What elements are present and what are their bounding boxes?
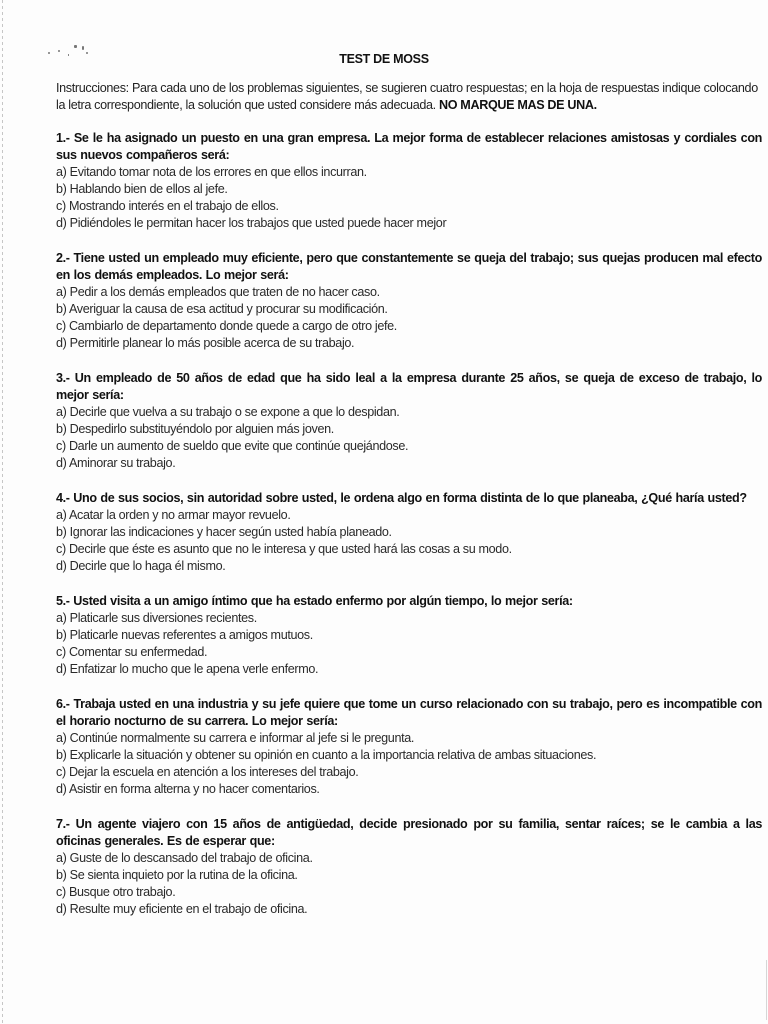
option-b: b) Explicarle la situación y obtener su opinión en cuanto a la importancia relativa de ambas situaciones. — [56, 748, 597, 762]
option-c: c) Mostrando interés en el trabajo de ellos. — [56, 199, 279, 213]
option-a: a) Decirle que vuelva a su trabajo o se expone a que lo despidan. — [56, 405, 400, 419]
option-d: d) Resulte muy eficiente en el trabajo de oficina. — [56, 902, 308, 916]
option-a: a) Evitando tomar nota de los errores en que ellos incurran. — [56, 165, 367, 179]
question-stem: 2.- Tiene usted un empleado muy eficiente, pero que constantemente se queja del trabajo; sus quejas producen mal efecto en los demás empleados. Lo mejor será: — [56, 251, 762, 282]
option-d: d) Asistir en forma alterna y no hacer comentarios. — [56, 782, 320, 796]
document-body — [56, 80, 762, 936]
scan-edge-artifact-right — [766, 960, 767, 1020]
option-a: a) Guste de lo descansado del trabajo de oficina. — [56, 851, 313, 865]
option-d: d) Decirle que lo haga él mismo. — [56, 559, 226, 573]
instructions-text: Instrucciones: Para cada uno de los problemas siguientes, se sugieren cuatro respuestas; en la hoja de respuestas indique colocando la letra correspondiente, la solución que usted considere más adecuada. — [56, 81, 758, 112]
option-d: d) Pidiéndoles le permitan hacer los trabajos que usted puede hacer mejor — [56, 216, 447, 230]
question-stem: 1.- Se le ha asignado un puesto en una gran empresa. La mejor forma de establecer relaciones amistosas y cordiales con sus nuevos compañeros será: — [56, 131, 762, 162]
option-c: c) Cambiarlo de departamento donde quede a cargo de otro jefe. — [56, 319, 397, 333]
question-6 — [56, 696, 762, 798]
option-a: a) Pedir a los demás empleados que traten de no hacer caso. — [56, 285, 380, 299]
option-b: b) Despedirlo substituyéndolo por alguien más joven. — [56, 422, 334, 436]
option-b: b) Ignorar las indicaciones y hacer según usted había planeado. — [56, 525, 392, 539]
question-3 — [56, 370, 762, 472]
question-1 — [56, 130, 762, 232]
document-title: TEST DE MOSS — [339, 52, 429, 66]
option-b: b) Se sienta inquieto por la rutina de la oficina. — [56, 868, 298, 882]
option-c: c) Comentar su enfermedad. — [56, 645, 208, 659]
option-d: d) Aminorar su trabajo. — [56, 456, 176, 470]
question-stem: 4.- Uno de sus socios, sin autoridad sobre usted, le ordena algo en forma distinta de lo que planeaba, ¿Qué haría usted? — [56, 491, 747, 505]
option-a: a) Acatar la orden y no armar mayor revuelo. — [56, 508, 291, 522]
scan-edge-artifact-left — [2, 0, 3, 1024]
question-stem: 3.- Un empleado de 50 años de edad que ha sido leal a la empresa durante 25 años, se queja de exceso de trabajo, lo mejor sería: — [56, 371, 762, 402]
instructions — [56, 80, 762, 114]
question-stem: 6.- Trabaja usted en una industria y su jefe quiere que tome un curso relacionado con su trabajo, pero es incompatible con el horario nocturno de su carrera. Lo mejor sería: — [56, 697, 762, 728]
question-5 — [56, 593, 762, 678]
option-d: d) Enfatizar lo mucho que le apena verle enfermo. — [56, 662, 319, 676]
option-b: b) Hablando bien de ellos al jefe. — [56, 182, 228, 196]
option-a: a) Continúe normalmente su carrera e informar al jefe si le pregunta. — [56, 731, 415, 745]
option-c: c) Decirle que éste es asunto que no le interesa y que usted hará las cosas a su modo. — [56, 542, 512, 556]
option-a: a) Platicarle sus diversiones recientes. — [56, 611, 257, 625]
instructions-emphasis: NO MARQUE MAS DE UNA. — [438, 98, 597, 112]
option-c: c) Busque otro trabajo. — [56, 885, 176, 899]
question-stem: 7.- Un agente viajero con 15 años de antigüedad, decide presionado por su familia, sentar raíces; se le cambia a las oficinas generales. Es de esperar que: — [56, 817, 762, 848]
question-2 — [56, 250, 762, 352]
question-4 — [56, 490, 762, 575]
question-7 — [56, 816, 762, 918]
option-b: b) Averiguar la causa de esa actitud y procurar su modificación. — [56, 302, 388, 316]
option-d: d) Permitirle planear lo más posible acerca de su trabajo. — [56, 336, 355, 350]
option-b: b) Platicarle nuevas referentes a amigos mutuos. — [56, 628, 313, 642]
option-c: c) Dejar la escuela en atención a los intereses del trabajo. — [56, 765, 359, 779]
question-stem: 5.- Usted visita a un amigo íntimo que ha estado enfermo por algún tiempo, lo mejor sería: — [56, 594, 573, 608]
option-c: c) Darle un aumento de sueldo que evite que continúe quejándose. — [56, 439, 409, 453]
